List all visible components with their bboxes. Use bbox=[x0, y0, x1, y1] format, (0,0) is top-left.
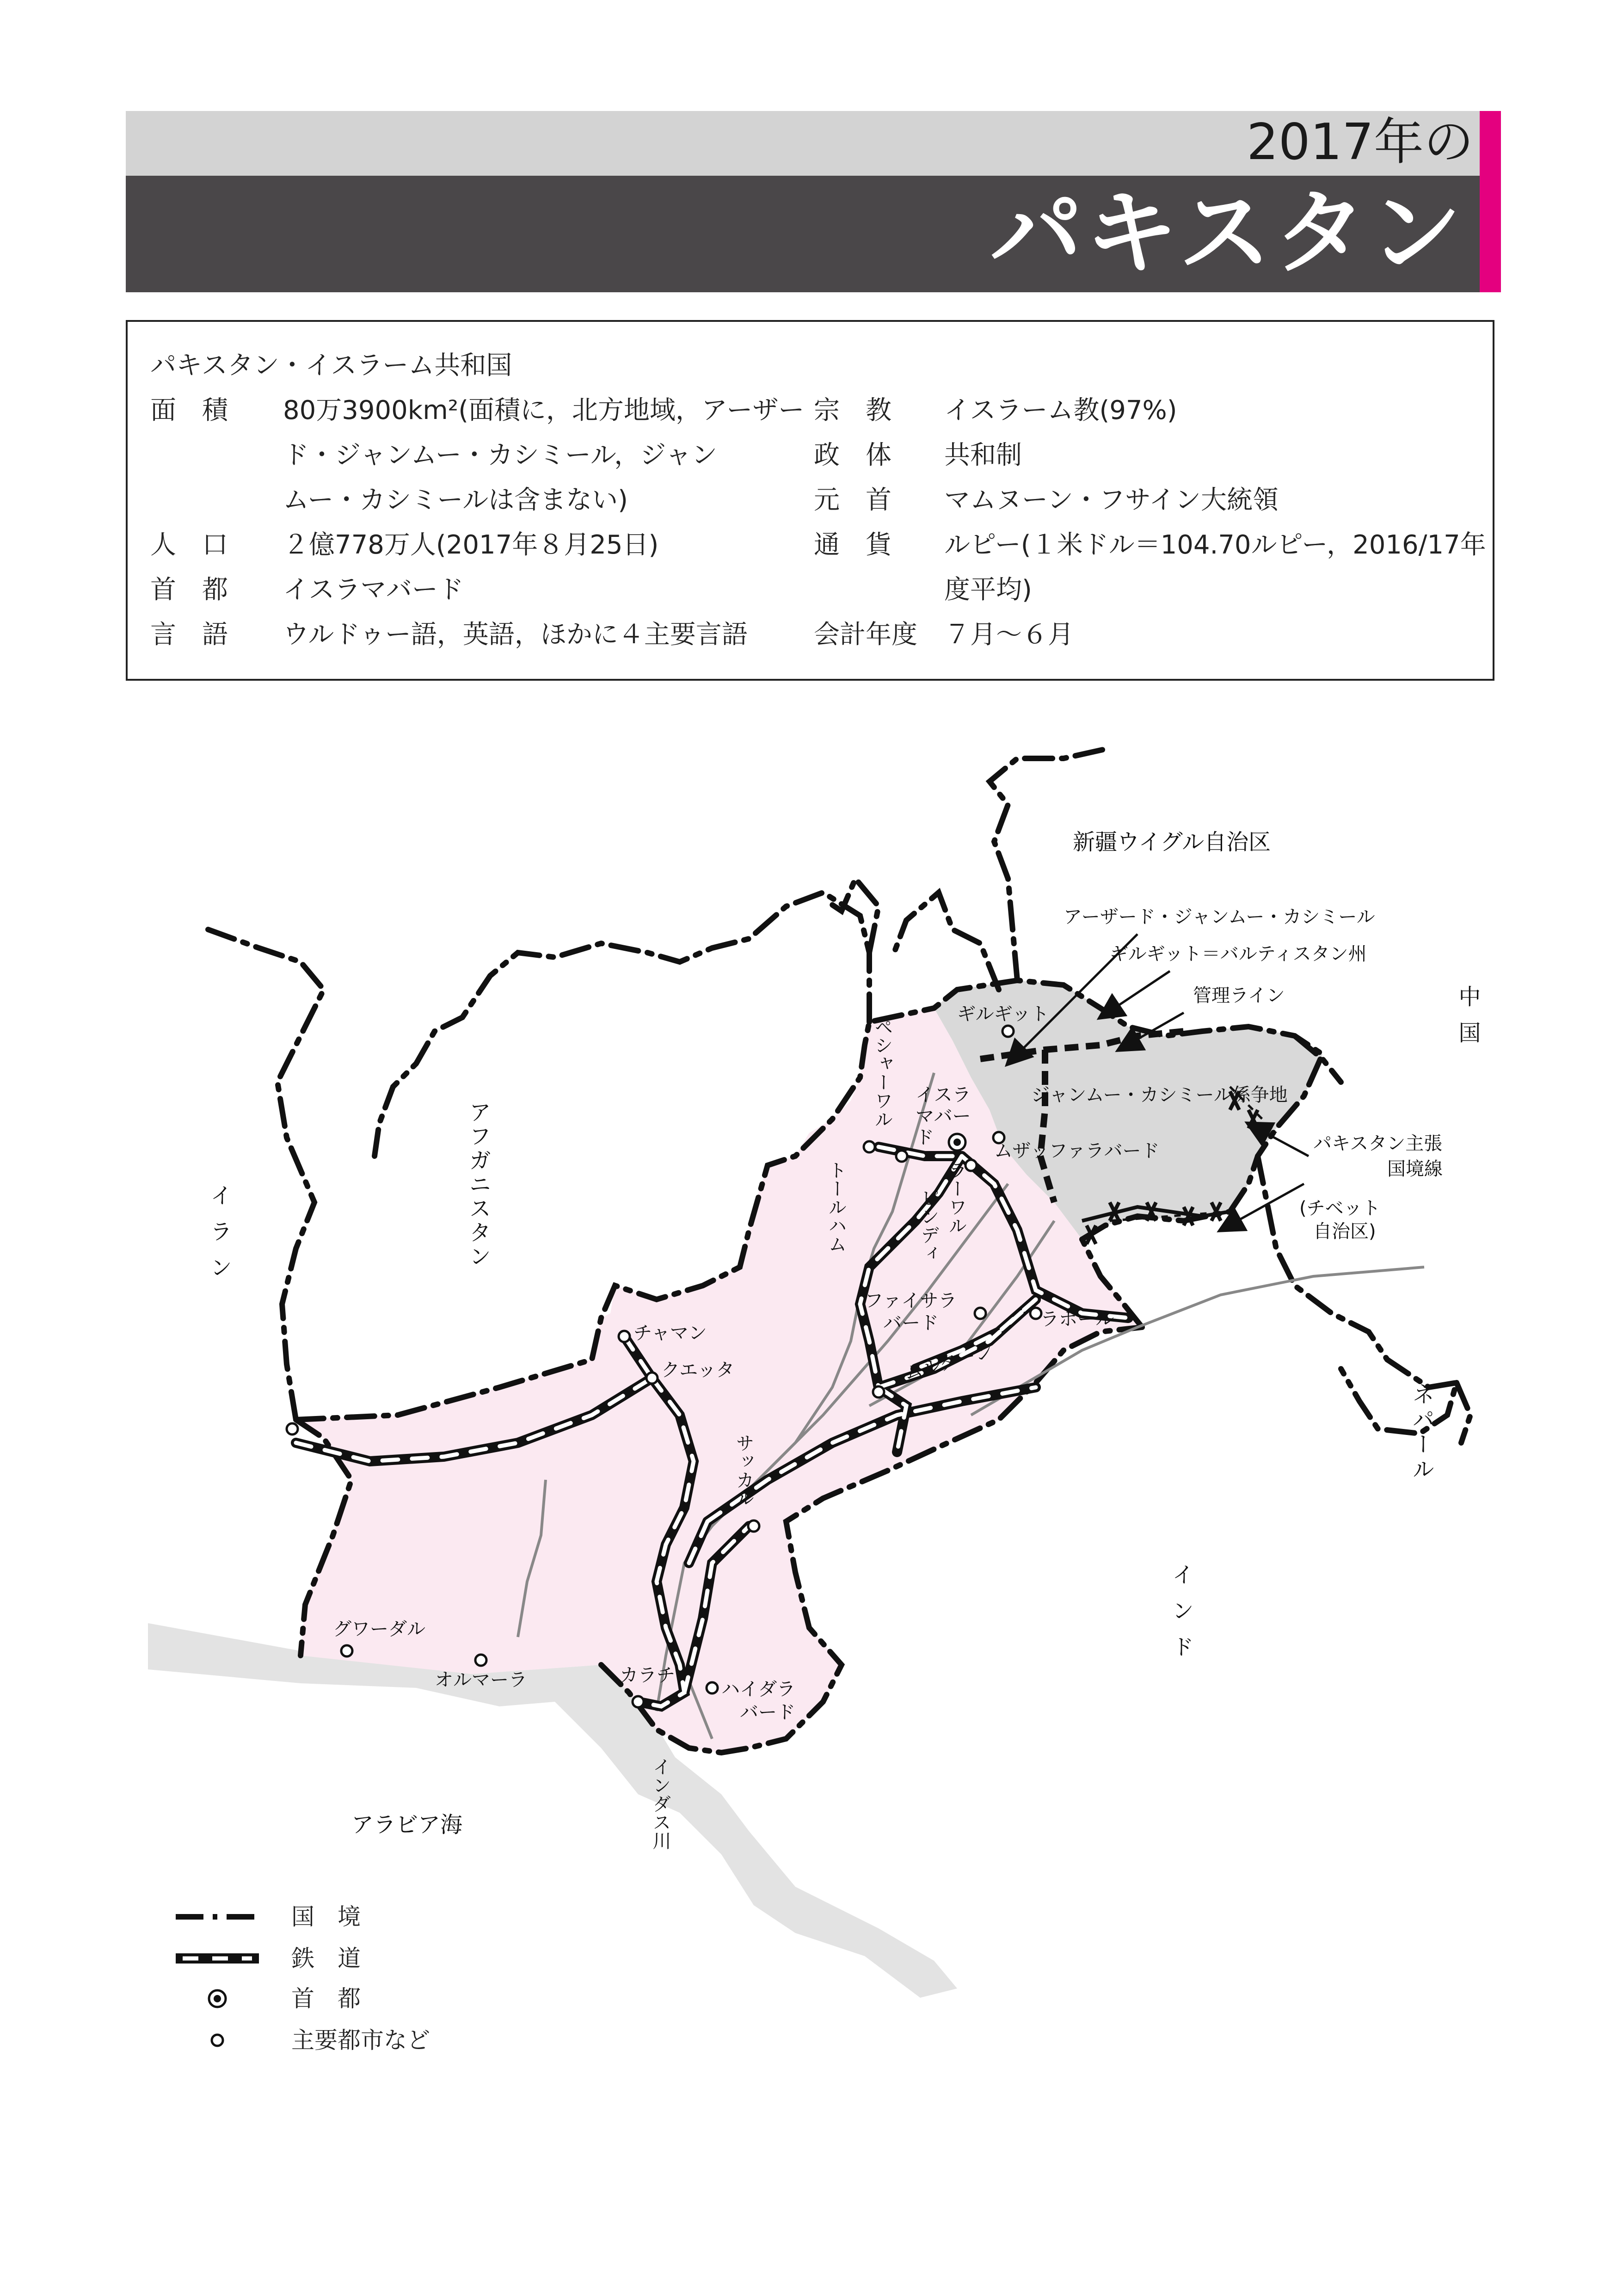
population-value: ２億778万人(2017年８月25日) bbox=[283, 530, 659, 560]
label-jammu-kashmir: ジャンムー・カシミール係争地 bbox=[1031, 1084, 1288, 1106]
label-tibet: (チベット bbox=[1299, 1198, 1381, 1219]
city-faisalabad bbox=[975, 1308, 986, 1319]
label-faisalabad-2: バード bbox=[883, 1312, 939, 1334]
label-iran: イラン bbox=[206, 1184, 232, 1292]
label-multan: ムルターン bbox=[902, 1340, 996, 1385]
area-label: 面 積 bbox=[150, 395, 228, 425]
city-lahore bbox=[1030, 1308, 1041, 1319]
legend-capital: 首 都 bbox=[291, 1985, 361, 2012]
label-karachi: カラチ bbox=[620, 1665, 675, 1686]
label-control-line: 管理ライン bbox=[1193, 985, 1285, 1006]
language-label: 言 語 bbox=[150, 620, 228, 650]
city-ormara bbox=[475, 1655, 486, 1666]
label-afghanistan: アフガニスタン bbox=[465, 1101, 491, 1269]
arabian-sea-shelf bbox=[148, 1623, 957, 1998]
currency-value: ルピー(１米ドル＝104.70ルピー，2016/17年 bbox=[944, 530, 1486, 560]
currency-label: 通 貨 bbox=[814, 530, 892, 560]
label-indus-river: インダス川 bbox=[650, 1757, 671, 1850]
label-arabian-sea: アラビア海 bbox=[351, 1812, 463, 1838]
city-hyderabad bbox=[707, 1682, 718, 1693]
label-xinjiang: 新疆ウイグル自治区 bbox=[1073, 829, 1271, 855]
city-chaman bbox=[619, 1331, 630, 1342]
label-torkham: トールハム bbox=[825, 1161, 847, 1253]
language-value: ウルドゥー語，英語，ほかに４主要言語 bbox=[283, 620, 748, 650]
label-chaman: チャマン bbox=[633, 1323, 707, 1344]
label-pakistan-claim-2: 国境線 bbox=[1387, 1158, 1443, 1180]
city-peshawar bbox=[864, 1141, 875, 1152]
legend-border: 国 境 bbox=[291, 1903, 361, 1930]
population-label: 人 口 bbox=[150, 530, 228, 560]
label-sukkur: サッカル bbox=[733, 1434, 754, 1508]
label-hyderabad-2: バード bbox=[740, 1702, 795, 1723]
city-torkham bbox=[896, 1151, 907, 1162]
fiscal-year-value: ７月～６月 bbox=[944, 620, 1074, 650]
header-year: 2017年の bbox=[1247, 113, 1474, 171]
label-azad-kashmir: アーザード・ジャンムー・カシミール bbox=[1064, 906, 1375, 928]
label-islamabad: イスラマバード bbox=[916, 1084, 971, 1148]
label-gilgit: ギルギット bbox=[957, 1003, 1049, 1025]
label-muzaffarabad: ムザッファラバード bbox=[994, 1140, 1160, 1162]
label-ormara: オルマーラ bbox=[435, 1669, 527, 1691]
legend-railway: 鉄 道 bbox=[291, 1945, 361, 1972]
official-name: パキスタン・イスラーム共和国 bbox=[150, 351, 512, 381]
capital-value: イスラマバード bbox=[283, 575, 464, 605]
label-nepal: ネパール bbox=[1408, 1383, 1434, 1483]
area-value-line3: ムー・カシミールは含まない) bbox=[283, 485, 628, 515]
government-label: 政 体 bbox=[814, 440, 892, 470]
label-tibet-2: 自治区) bbox=[1313, 1221, 1376, 1242]
label-india: インド bbox=[1168, 1563, 1194, 1671]
label-hyderabad: ハイダラ bbox=[721, 1679, 795, 1700]
currency-value-line2: 度平均) bbox=[944, 575, 1032, 605]
head-of-state-label: 元 首 bbox=[814, 485, 892, 515]
label-faisalabad: ファイサラ bbox=[865, 1290, 957, 1311]
government-value: 共和制 bbox=[944, 440, 1022, 470]
capital-label: 首 都 bbox=[150, 575, 228, 605]
label-gilgit-baltistan: ギルギット＝バルティスタン州 bbox=[1110, 943, 1367, 965]
city-karachi bbox=[633, 1696, 644, 1707]
label-rawalpindi: ラーワル bbox=[946, 1161, 967, 1235]
label-rawalpindi-2: ピンディ bbox=[918, 1188, 939, 1262]
label-lahore: ラホール bbox=[1040, 1309, 1114, 1330]
city-gilgit bbox=[1002, 1026, 1014, 1037]
city-quetta bbox=[646, 1373, 658, 1384]
label-quetta: クエッタ bbox=[661, 1360, 735, 1381]
religion-value: イスラーム教(97%) bbox=[944, 395, 1177, 425]
fiscal-year-label: 会計年度 bbox=[814, 620, 917, 650]
head-of-state-value: マムヌーン・フサイン大統領 bbox=[944, 485, 1279, 515]
label-peshawar: ペシャーワル bbox=[872, 1017, 893, 1128]
label-gwadar: グワーダル bbox=[333, 1619, 425, 1640]
religion-label: 宗 教 bbox=[814, 395, 892, 425]
city-gwadar bbox=[341, 1645, 352, 1656]
legend-graphics bbox=[176, 1917, 259, 2046]
label-pakistan-claim: パキスタン主張 bbox=[1313, 1133, 1443, 1154]
area-value: 80万3900km²(面積に，北方地域，アーザー bbox=[283, 395, 805, 425]
label-china: 中国 bbox=[1455, 985, 1481, 1057]
city-west-border bbox=[287, 1423, 298, 1434]
city-multan bbox=[873, 1386, 884, 1397]
page-title: パキスタン bbox=[990, 179, 1464, 287]
legend-city: 主要都市など bbox=[291, 2027, 430, 2054]
city-sukkur bbox=[748, 1520, 759, 1532]
area-value-line2: ド・ジャンムー・カシミール，ジャン bbox=[283, 440, 718, 470]
